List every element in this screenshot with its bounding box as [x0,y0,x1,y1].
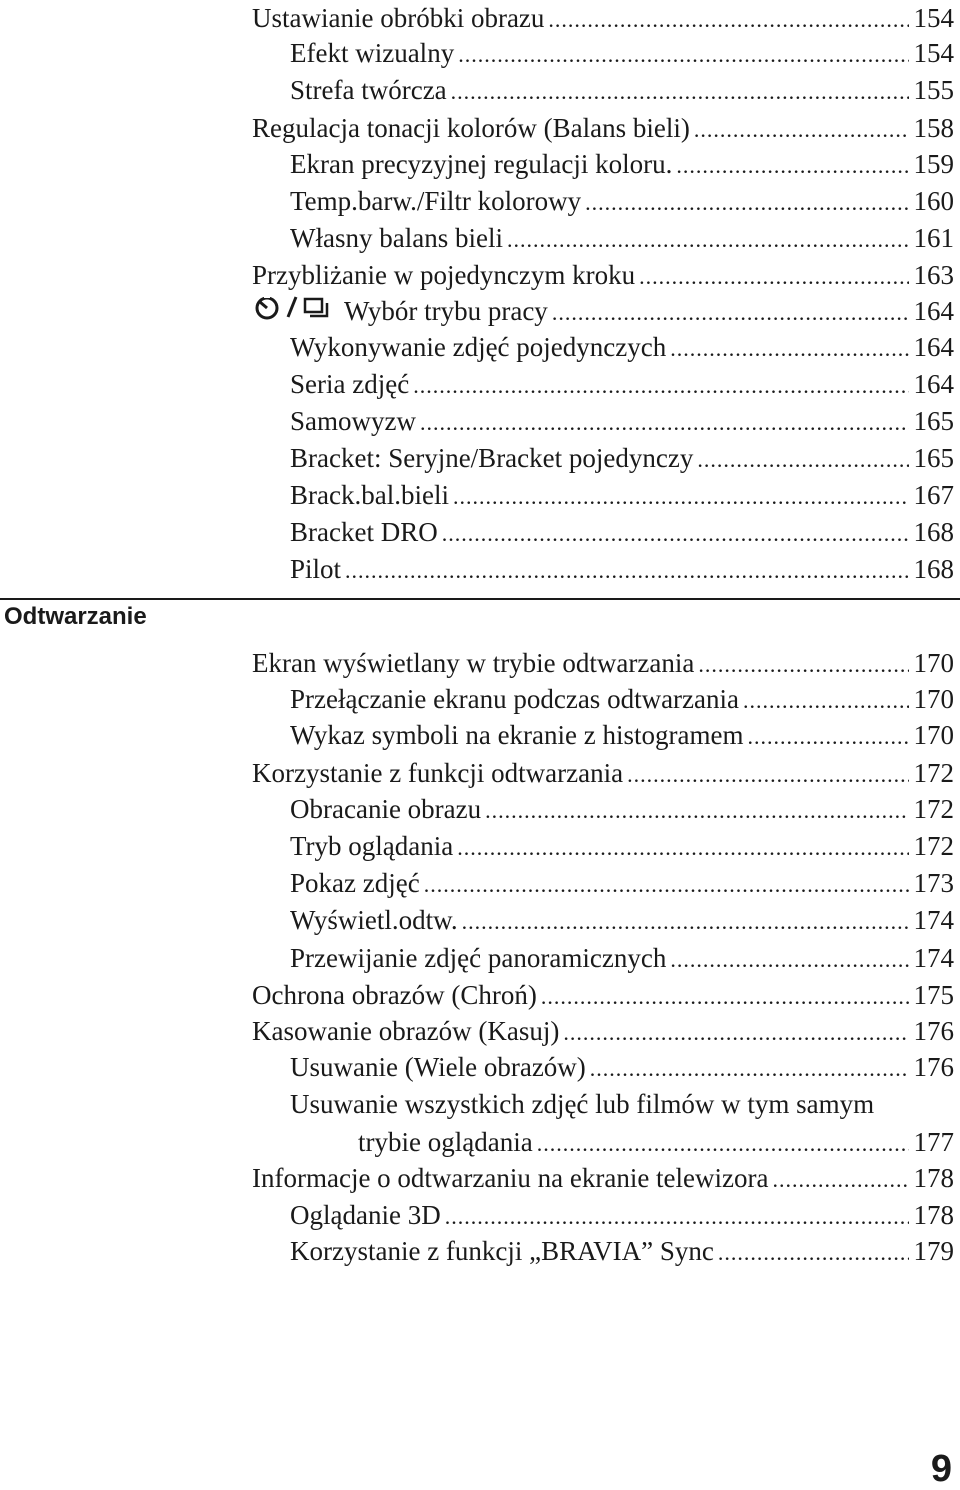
dot-leader [747,718,908,755]
toc-entry-title: Ustawianie obróbki obrazu [252,3,545,33]
dot-leader [639,258,908,295]
toc-entry[interactable] [252,257,954,294]
toc-entry-title: Samowyzw [290,406,416,436]
toc-entry-title: trybie oglądania [358,1127,533,1157]
toc-entry-title: Oglądanie 3D [290,1200,441,1230]
toc-entry[interactable] [252,717,954,754]
toc-entry-title: Temp.barw./Filtr kolorowy [290,186,582,216]
toc-entry-page: 168 [913,517,954,547]
dot-leader [694,111,909,148]
dot-leader [676,147,908,184]
toc-entry-title: Ekran precyzyjnej regulacji koloru. [290,149,673,179]
dot-leader [345,552,908,589]
toc-entry-title: Korzystanie z funkcji „BRAVIA” Sync [290,1236,714,1266]
dot-leader [590,1050,909,1087]
toc-entry[interactable] [252,865,954,902]
toc-entry[interactable] [252,1160,954,1197]
dot-leader [585,184,908,221]
toc-entry-title: Pilot [290,554,342,584]
toc-entry[interactable] [252,477,954,514]
toc-entry-title: Przełączanie ekranu podczas odtwarzania [290,684,739,714]
toc-entry[interactable] [252,1233,954,1270]
toc-entry[interactable] [252,791,954,828]
toc-entry[interactable] [252,514,954,551]
dot-leader [743,682,909,719]
toc-entry[interactable] [252,35,954,72]
toc-entry-page: 177 [913,1127,954,1157]
toc-entry[interactable] [252,551,954,588]
toc-entry-page: 165 [913,406,954,436]
dot-leader [697,441,908,478]
toc-entry-page: 154 [913,3,954,33]
dot-leader [451,73,909,110]
toc-entry[interactable] [252,940,954,977]
toc-entry[interactable] [252,220,954,257]
toc-entry[interactable] [252,1086,954,1123]
toc-entry[interactable] [252,329,954,366]
toc-entry-page: 163 [913,260,954,290]
toc-entry-page: 172 [913,831,954,861]
dot-leader [458,36,908,73]
toc-entry-page: 160 [913,186,954,216]
toc-entry-title: Usuwanie wszystkich zdjęć lub filmów w tym samym [290,1089,875,1119]
toc-entry-page: 165 [913,443,954,473]
dot-leader [718,1234,909,1271]
dot-leader [413,367,908,404]
dot-leader [670,330,908,367]
toc-entry[interactable] [252,440,954,477]
toc-entry-page: 170 [913,648,954,678]
continuous-shooting-icon [302,294,332,320]
toc-entry-page: 178 [913,1163,954,1193]
dot-leader [563,1014,908,1051]
toc-entry[interactable] [252,146,954,183]
toc-entry-page: 159 [913,149,954,179]
toc-entry-page: 167 [913,480,954,510]
toc-entry-page: 161 [913,223,954,253]
toc-entry-title: Tryb oglądania [290,831,454,861]
toc-entry-title: Korzystanie z funkcji odtwarzania [252,758,624,788]
toc-entry-title: Brack.bal.bieli [290,480,449,510]
toc-entry-page: 174 [913,943,954,973]
toc-entry-title: Przewijanie zdjęć panoramicznych [290,943,667,973]
dot-leader [541,978,909,1015]
toc-entry-title: Własny balans bieli [290,223,503,253]
dot-leader [670,941,908,978]
toc-entry-page: 172 [913,794,954,824]
self-timer-icon [252,294,282,320]
toc-entry-page: 172 [913,758,954,788]
toc-entry-title: Regulacja tonacji kolorów (Balans bieli) [252,113,690,143]
toc-entry-title: Pokaz zdjęć [290,868,420,898]
toc-entry-page: 168 [913,554,954,584]
toc-entry[interactable] [252,293,954,330]
toc-entry[interactable] [252,0,954,37]
toc-entry[interactable] [252,902,954,939]
toc-entry-page: 176 [913,1052,954,1082]
toc-entry[interactable] [252,755,954,792]
toc-entry[interactable] [252,645,954,682]
toc-entry-title: Wybór trybu pracy [344,296,548,326]
toc-entry-title: Wykaz symboli na ekranie z histogramem [290,720,744,750]
toc-entry-title: Wyświetl.odtw. [290,905,458,935]
toc-entry[interactable] [252,403,954,440]
dot-leader [462,903,909,940]
toc-entry[interactable] [252,110,954,147]
toc-entry[interactable] [252,183,954,220]
dot-leader [698,646,908,683]
toc-entry-page: 174 [913,905,954,935]
dot-leader [453,478,909,515]
toc-entry-page: 179 [913,1236,954,1266]
dot-leader [507,221,909,258]
dot-leader [552,294,909,331]
toc-entry-title: Ekran wyświetlany w trybie odtwarzania [252,648,695,678]
dot-leader [627,756,908,793]
toc-entry[interactable] [252,72,954,109]
dot-leader [420,404,909,441]
toc-entry-page: 164 [913,332,954,362]
toc-entry-page: 164 [913,369,954,399]
toc-entry[interactable] [252,681,954,718]
toc-entry-title: Przybliżanie w pojedynczym kroku [252,260,636,290]
toc-entry[interactable] [252,1197,954,1234]
toc-entry[interactable] [252,828,954,865]
toc-entry-page: 176 [913,1016,954,1046]
toc-entry-page: 154 [913,38,954,68]
toc-entry-title: Bracket DRO [290,517,438,547]
dot-leader [424,866,909,903]
toc-entry-title: Efekt wizualny [290,38,455,68]
dot-leader [445,1198,909,1235]
toc-entry-page: 173 [913,868,954,898]
slash-icon [286,294,298,320]
toc-entry-page: 170 [913,720,954,750]
page-number: 9 [930,1448,952,1490]
toc-entry-page: 178 [913,1200,954,1230]
toc-entry-page: 158 [913,113,954,143]
dot-leader [442,515,909,552]
toc-entry-title: Strefa twórcza [290,75,447,105]
toc-entry-title: Usuwanie (Wiele obrazów) [290,1052,586,1082]
toc-entry-title: Obracanie obrazu [290,794,482,824]
dot-leader [485,792,908,829]
toc-entry-title: Informacje o odtwarzaniu na ekranie telewizora [252,1163,769,1193]
dot-leader [537,1125,909,1162]
toc-entry[interactable] [252,977,954,1014]
dot-leader [457,829,908,866]
dot-leader [772,1161,908,1198]
toc-entry-title: Kasowanie obrazów (Kasuj) [252,1016,560,1046]
toc-entry-page: 164 [913,296,954,326]
dot-leader [548,1,908,38]
toc-entry-title: Bracket: Seryjne/Bracket pojedynczy [290,443,694,473]
toc-entry[interactable] [252,1049,954,1086]
toc-entry-page: 155 [913,75,954,105]
toc-entry-title: Ochrona obrazów (Chroń) [252,980,537,1010]
toc-entry-page: 170 [913,684,954,714]
toc-entry-title: Wykonywanie zdjęć pojedynczych [290,332,667,362]
toc-entry[interactable] [252,1013,954,1050]
toc-entry[interactable] [252,1124,954,1161]
drive-mode-icons [252,294,332,320]
toc-entry[interactable] [252,366,954,403]
section-title: Odtwarzanie [4,603,147,630]
toc-entry-title: Seria zdjęć [290,369,410,399]
toc-entry-page: 175 [913,980,954,1010]
